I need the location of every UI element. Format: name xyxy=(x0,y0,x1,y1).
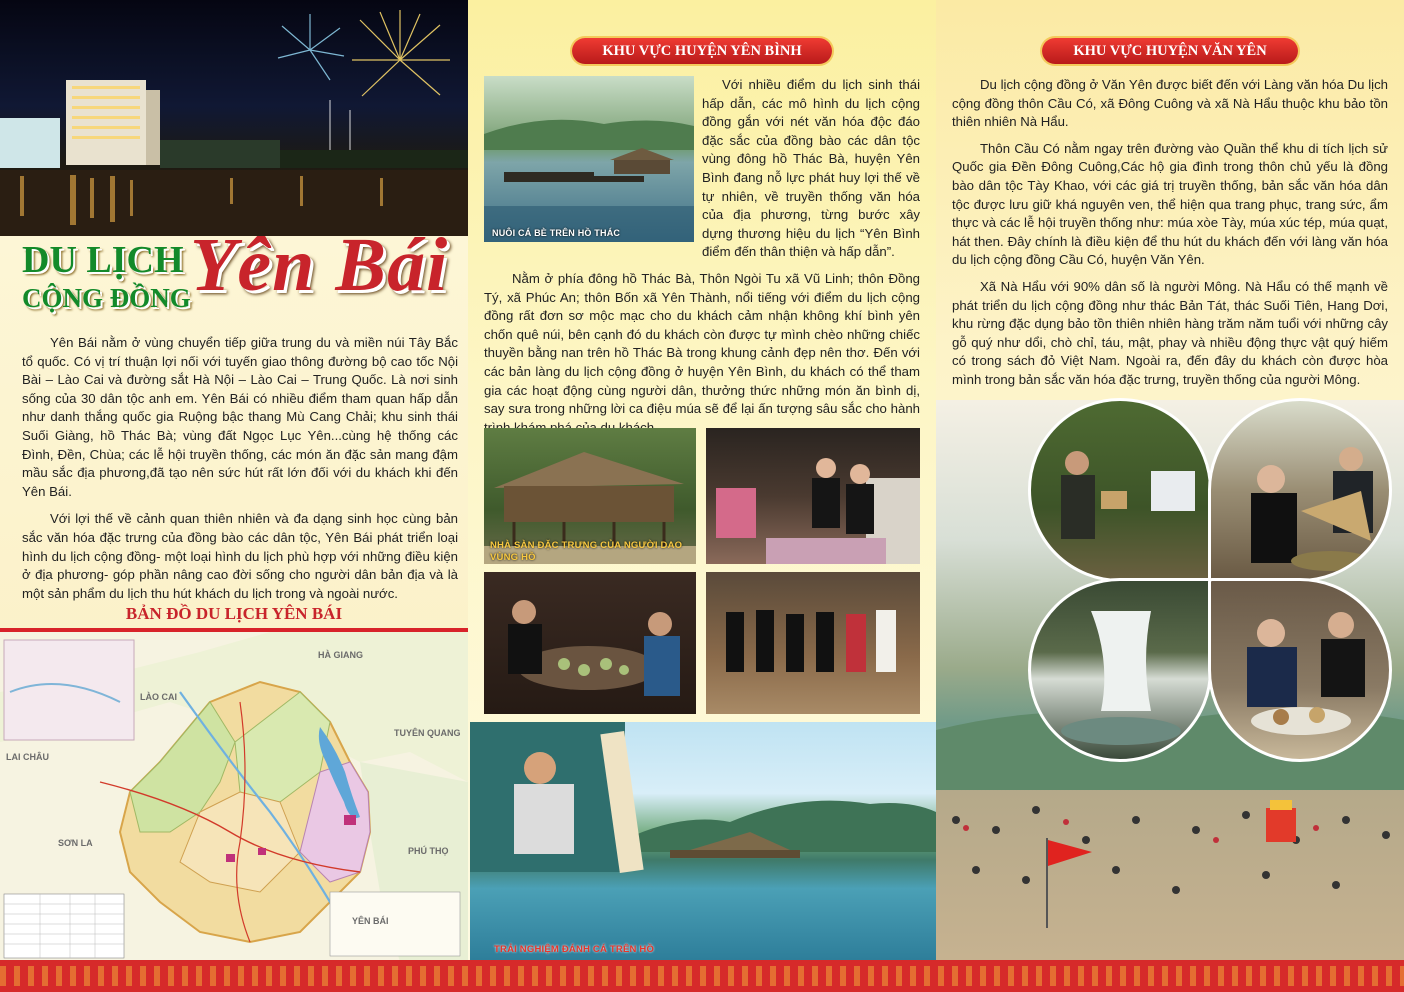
van-yen-paragraph-1: Du lịch cộng đồng ở Văn Yên được biết đến với Làng văn hóa Du lịch cộng đồng thôn Cầu Có, xã Đông Cuông và xã Nà Hẩu thuộc khu bảo tồn thiên nhiên Nà Hẩu. xyxy=(952,77,1388,130)
map-label-ha-giang: HÀ GIANG xyxy=(318,650,363,660)
map-label-phu-tho: PHÚ THỌ xyxy=(408,846,449,856)
cooking-illustration xyxy=(1211,581,1389,759)
stilt-house-caption-2: VÙNG HỒ xyxy=(490,552,536,563)
footer-pattern xyxy=(0,966,1404,986)
intro-text xyxy=(22,334,458,603)
hero-photo-city-fireworks xyxy=(0,0,468,236)
dao-women-photo xyxy=(706,428,920,564)
yen-binh-heading: KHU VỰC HUYỆN YÊN BÌNH xyxy=(572,38,832,64)
map-label-yen-bai: YÊN BÁI xyxy=(352,916,389,926)
yen-binh-paragraph-2: Nằm ở phía đông hồ Thác Bà, Thôn Ngòi Tu xã Vũ Linh; thôn Đồng Tý, xã Phúc An; thôn Bốn xã Yên Thành, nổi tiếng với điểm du lịch cộng đồng rất đơn sơ mộc mạc cho du khách cảm nhận không khí bình yên chốn quê núi, bên cạnh đó du khách còn được tự mình chèo những chiếc thuyền bằng nan trên hồ Thác Bà trong khung cảnh đẹp nên thơ. Đến với các bản làng du lịch cộng đồng ở huyện Yên Bình, du khách có thể tham gia các hoạt động cùng người dân, thưởng thức những món ăn bình dị, say sưa trong những lời ca điệu múa sẽ để lại ấn tượng sâu sắc cho hành xyxy=(484,270,920,417)
title-script: Yên Bái xyxy=(190,223,449,307)
page-title xyxy=(22,240,191,314)
intro-paragraph-1: Yên Bái nằm ở vùng chuyển tiếp giữa trung du và miền núi Tây Bắc tổ quốc. Có vị trí thuận lợi nối với tuyến giao thông đường bộ cao tốc Nội Bài – Lào Cai và đường sắt Hà Nội – Lào Cai – Trung Quốc. Là nơi sinh sống của 30 dân tộc anh em. Yên Bái có nhiều điểm tham quan hấp dẫn như danh thắng quốc gia Ruộng bậc thang Mù Cang Chải; khu sinh thái Suối Giàng, hồ Thác Bà; vùng đất Ngọc Lục Yên...cùng hệ thống các Đình, Đền, Chùa; các lễ hội truyền thống, các món ăn đặc sản mang đậm mầu sắc địa phương,đã tạo nên sức hút rất lớn đối với du khách khi đến Yên Bái. xyxy=(22,335,458,499)
circle-photo-top-right xyxy=(1208,398,1392,582)
circle-photo-cooking xyxy=(1208,578,1392,762)
yen-binh-text xyxy=(484,76,920,437)
van-yen-paragraph-3: Xã Nà Hẩu với 90% dân số là người Mông. Nà Hẩu có thế mạnh về phát triển du lịch cộng đồng như thác Bản Tát, thác Suối Tiên, Hang Dơi, khu rừng đặc dụng bảo tồn thiên nhiên hàng trăm năm tuổi với những cây gỗ quý như dổi, chò chỉ, táu, mật, phay và nhiều động thực vật quý hiếm có trong sách đỏ Việt Nam. Ngoài ra, đến đây du khách còn được hòa mình trong bản sắc văn hóa đặc trưng, truyền thống của người Mông. xyxy=(952,278,1388,387)
map-label-lao-cai: LÀO CAI xyxy=(140,692,177,702)
shared-meal-photo xyxy=(484,572,696,714)
lake-fishing-illustration xyxy=(470,722,936,960)
yen-binh-paragraph-1: Với nhiều điểm du lịch sinh thái hấp dẫn, các mô hình du lịch cộng đồng gắn với nét văn hóa độc đáo đặc sắc của đồng bào các dân tộc vùng đông hồ Thác Bà, huyện Yên Bình đang nỗ lực phát huy lợi thế về tự nhiên, về truyền thống văn hóa của địa phương, từng bước xây dựng thương hiệu du lịch “Yên Bình điểm đến thân thiện và hấp dẫn”. xyxy=(702,77,920,260)
stilt-house-caption-1: NHÀ SÀN ĐẶC TRƯNG CỦA NGƯỜI DAO xyxy=(490,540,683,551)
fish-farm-caption: NUÔI CÁ BÈ TRÊN HỒ THÁC xyxy=(492,228,621,238)
map-heading: BẢN ĐỒ DU LỊCH YÊN BÁI xyxy=(125,604,343,623)
van-yen-paragraph-2: Thôn Cầu Có nằm ngay trên đường vào Quần thể khu di tích lịch sử Quốc gia Đền Đông Cuông,Các hộ gia đình trong thôn chủ yếu là đồng bào dân tộc Tày Khao, với các giá trị truyền thống, bản sắc văn hóa dân tộc được lưu giữ khá nguyên ven, thể hiện qua trang phục, trang sức, ẩm thực và các lễ hội truyền thống như: múa xòe Tày, múa xúc tép, múa quạt, hát then. Đây chính là điều kiện để thu hút du khách đến với làng văn hóa du lịch cộng đồng Cầu Có, huyện Văn Yên. xyxy=(952,140,1388,268)
van-yen-heading: KHU VỰC HUYỆN VĂN YÊN xyxy=(1042,38,1298,64)
circle-photo-top-right-illustration xyxy=(1211,401,1389,579)
circle-photo-waterfall xyxy=(1028,578,1212,762)
van-yen-text xyxy=(952,76,1388,390)
circle-photo-top-left-illustration xyxy=(1031,401,1209,579)
traditional-dance-photo xyxy=(706,572,920,714)
stilt-house-photo xyxy=(484,428,696,564)
title-line-1: DU LỊCH xyxy=(22,239,184,281)
waterfall-illustration xyxy=(1031,581,1209,759)
dao-women-illustration xyxy=(706,428,920,564)
circle-photo-top-left xyxy=(1028,398,1212,582)
title-line-2: CỘNG ĐỒNG xyxy=(22,283,191,313)
hero-illustration xyxy=(0,0,468,236)
intro-paragraph-2: Với lợi thế về cảnh quan thiên nhiên và đa dạng sinh học cùng bản sắc văn hóa đặc trưng của đồng bào các dân tộc, Yên Bái phát triển loại hình du lịch cộng đồng- một loại hình du lịch phù hợp với những điều kiện ở địa phương- góp phần nâng cao đời sống cho người dân bản địa và là một sản phẩm du lịch thu hút khách du lịch trong và ngoài nước. xyxy=(22,511,458,601)
lake-fishing-photo xyxy=(470,722,936,960)
map-label-tuyen-quang: TUYÊN QUANG xyxy=(394,728,461,738)
map-label-lai-chau: LAI CHÂU xyxy=(6,752,49,762)
tourism-map xyxy=(0,628,468,962)
traditional-dance-illustration xyxy=(706,572,920,714)
shared-meal-illustration xyxy=(484,572,696,714)
map-label-son-la: SƠN LA xyxy=(58,838,93,848)
lake-fishing-caption: TRẢI NGHIỆM ĐÁNH CÁ TRÊN HỒ xyxy=(494,944,655,955)
footer-band xyxy=(0,960,1404,992)
map-illustration xyxy=(0,632,468,962)
